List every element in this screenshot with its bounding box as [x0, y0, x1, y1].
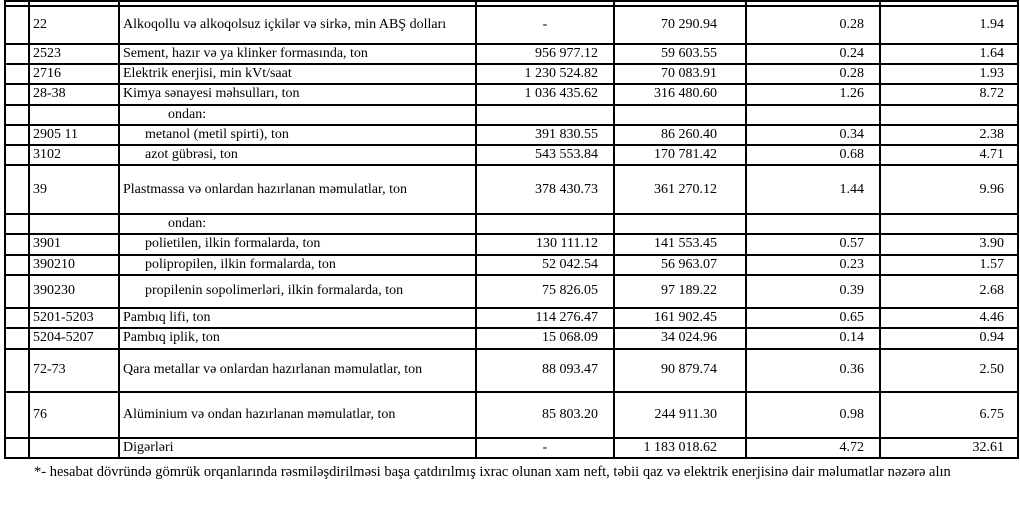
cell-code: 5204-5207 [29, 328, 119, 349]
cell-code: 28-38 [29, 84, 119, 104]
cell-value-3: 0.68 [746, 145, 880, 165]
cell-value-1: 52 042.54 [476, 255, 614, 275]
cell-left-margin [5, 105, 29, 125]
cell-code: 72-73 [29, 349, 119, 392]
cell-description: Alüminium və ondan hazırlanan məmulatlar, ton [119, 392, 476, 438]
table-row [5, 214, 1018, 234]
cell-value-1: 75 826.05 [476, 275, 614, 308]
table-row [5, 234, 1018, 254]
cell-value-1: 1 230 524.82 [476, 64, 614, 84]
cell-value-4: 9.96 [880, 165, 1018, 214]
cell-left-margin [5, 64, 29, 84]
cell-value-3: 0.98 [746, 392, 880, 438]
cell-description: Alkoqollu və alkoqolsuz içkilər və sirkə, min ABŞ dolları [119, 6, 476, 44]
cell-value-4: 1.57 [880, 255, 1018, 275]
cell-code: 2716 [29, 64, 119, 84]
cell-value-2: 244 911.30 [614, 392, 746, 438]
cell-value-1: - [476, 438, 614, 458]
cell-value-4: 32.61 [880, 438, 1018, 458]
cell-description: metanol (metil spirti), ton [119, 125, 476, 145]
cell-value-2: 170 781.42 [614, 145, 746, 165]
cell-value-2: 97 189.22 [614, 275, 746, 308]
cell-description: Pambıq lifi, ton [119, 308, 476, 328]
cell-value-4: 0.94 [880, 328, 1018, 349]
cell-value-2: 90 879.74 [614, 349, 746, 392]
cell-value-1: 543 553.84 [476, 145, 614, 165]
cell-value-3: 1.26 [746, 84, 880, 104]
cell-code [29, 214, 119, 234]
cell-value-2: 56 963.07 [614, 255, 746, 275]
cell-left-margin [5, 328, 29, 349]
cell-code: 3102 [29, 145, 119, 165]
cell-value-1: 88 093.47 [476, 349, 614, 392]
cell-value-2: 86 260.40 [614, 125, 746, 145]
cell-value-2: 34 024.96 [614, 328, 746, 349]
table-row [5, 84, 1018, 104]
cell-code: 39 [29, 165, 119, 214]
table-row [5, 105, 1018, 125]
cell-left-margin [5, 165, 29, 214]
cell-value-1: 391 830.55 [476, 125, 614, 145]
cell-value-1: 15 068.09 [476, 328, 614, 349]
cell-value-1: - [476, 6, 614, 44]
cell-code: 3901 [29, 234, 119, 254]
cell-description: polipropilen, ilkin formalarda, ton [119, 255, 476, 275]
cell-value-4: 8.72 [880, 84, 1018, 104]
cell-value-1: 956 977.12 [476, 44, 614, 64]
cell-code: 2905 11 [29, 125, 119, 145]
cell-value-2: 70 290.94 [614, 6, 746, 44]
cell-value-4: 4.71 [880, 145, 1018, 165]
cell-value-4 [880, 214, 1018, 234]
cell-value-4: 3.90 [880, 234, 1018, 254]
cell-value-3: 0.36 [746, 349, 880, 392]
cell-description: polietilen, ilkin formalarda, ton [119, 234, 476, 254]
cell-description: Sement, hazır və ya klinker formasında, ton [119, 44, 476, 64]
cell-code [29, 105, 119, 125]
cell-value-1: 378 430.73 [476, 165, 614, 214]
cell-value-2: 59 603.55 [614, 44, 746, 64]
table-row [5, 275, 1018, 308]
cell-value-3: 0.23 [746, 255, 880, 275]
cell-code: 390210 [29, 255, 119, 275]
cell-value-2: 70 083.91 [614, 64, 746, 84]
table-row [5, 328, 1018, 349]
cell-left-margin [5, 234, 29, 254]
cell-value-4: 1.93 [880, 64, 1018, 84]
cell-code: 390230 [29, 275, 119, 308]
cell-value-4: 2.68 [880, 275, 1018, 308]
cell-value-2: 316 480.60 [614, 84, 746, 104]
cell-value-2 [614, 105, 746, 125]
cell-description: Elektrik enerjisi, min kVt/saat [119, 64, 476, 84]
cell-value-3: 0.34 [746, 125, 880, 145]
cell-value-1: 85 803.20 [476, 392, 614, 438]
cell-value-3 [746, 214, 880, 234]
cell-value-3: 0.24 [746, 44, 880, 64]
cell-value-3: 0.57 [746, 234, 880, 254]
cell-code: 5201-5203 [29, 308, 119, 328]
cell-description: Qara metallar və onlardan hazırlanan məmulatlar, ton [119, 349, 476, 392]
cell-value-2: 361 270.12 [614, 165, 746, 214]
cell-value-4: 1.94 [880, 6, 1018, 44]
cell-value-4: 2.38 [880, 125, 1018, 145]
cell-description: ondan: [119, 214, 476, 234]
cell-value-3: 4.72 [746, 438, 880, 458]
cell-description: Pambıq iplik, ton [119, 328, 476, 349]
cell-code [29, 438, 119, 458]
cell-value-1: 114 276.47 [476, 308, 614, 328]
cell-value-3: 0.28 [746, 6, 880, 44]
cell-code: 2523 [29, 44, 119, 64]
table-row [5, 308, 1018, 328]
footnote: *- hesabat dövründə gömrük orqanlarında rəsmiləşdirilməsi başa çatdırılmış ixrac olunan xam neft, təbii qaz və elektrik enerjisinə dair məlumatlar nəzərə alın [34, 464, 951, 481]
cell-description: propilenin sopolimerləri, ilkin formalarda, ton [119, 275, 476, 308]
cell-value-1 [476, 105, 614, 125]
cell-left-margin [5, 214, 29, 234]
cell-value-3: 0.14 [746, 328, 880, 349]
cell-value-4: 1.64 [880, 44, 1018, 64]
cell-left-margin [5, 308, 29, 328]
cell-value-2 [614, 214, 746, 234]
cell-value-2: 141 553.45 [614, 234, 746, 254]
cell-value-3: 0.39 [746, 275, 880, 308]
cell-left-margin [5, 349, 29, 392]
cell-value-1: 130 111.12 [476, 234, 614, 254]
table-row [5, 145, 1018, 165]
cell-value-3: 1.44 [746, 165, 880, 214]
cell-description: Kimya sənayesi məhsulları, ton [119, 84, 476, 104]
table-row [5, 64, 1018, 84]
cell-value-4: 6.75 [880, 392, 1018, 438]
table-row [5, 6, 1018, 44]
cell-value-1: 1 036 435.62 [476, 84, 614, 104]
cell-description: ondan: [119, 105, 476, 125]
table-row [5, 44, 1018, 64]
cell-left-margin [5, 6, 29, 44]
table-row [5, 255, 1018, 275]
cell-value-2: 1 183 018.62 [614, 438, 746, 458]
cell-left-margin [5, 145, 29, 165]
cell-value-4: 4.46 [880, 308, 1018, 328]
table-row [5, 438, 1018, 458]
cell-left-margin [5, 44, 29, 64]
export-commodities-table [4, 0, 1019, 459]
cell-left-margin [5, 275, 29, 308]
cell-description: azot gübrəsi, ton [119, 145, 476, 165]
cell-value-3: 0.28 [746, 64, 880, 84]
cell-value-4: 2.50 [880, 349, 1018, 392]
cell-value-3: 0.65 [746, 308, 880, 328]
table-row [5, 349, 1018, 392]
cell-description: Plastmassa və onlardan hazırlanan məmulatlar, ton [119, 165, 476, 214]
cell-left-margin [5, 392, 29, 438]
table-row [5, 392, 1018, 438]
cell-value-1 [476, 214, 614, 234]
table-row [5, 125, 1018, 145]
cell-value-3 [746, 105, 880, 125]
cell-value-2: 161 902.45 [614, 308, 746, 328]
cell-description: Digərləri [119, 438, 476, 458]
cell-code: 76 [29, 392, 119, 438]
cell-left-margin [5, 125, 29, 145]
cell-left-margin [5, 255, 29, 275]
cell-code: 22 [29, 6, 119, 44]
cell-value-4 [880, 105, 1018, 125]
cell-left-margin [5, 84, 29, 104]
table-row [5, 165, 1018, 214]
cell-left-margin [5, 438, 29, 458]
